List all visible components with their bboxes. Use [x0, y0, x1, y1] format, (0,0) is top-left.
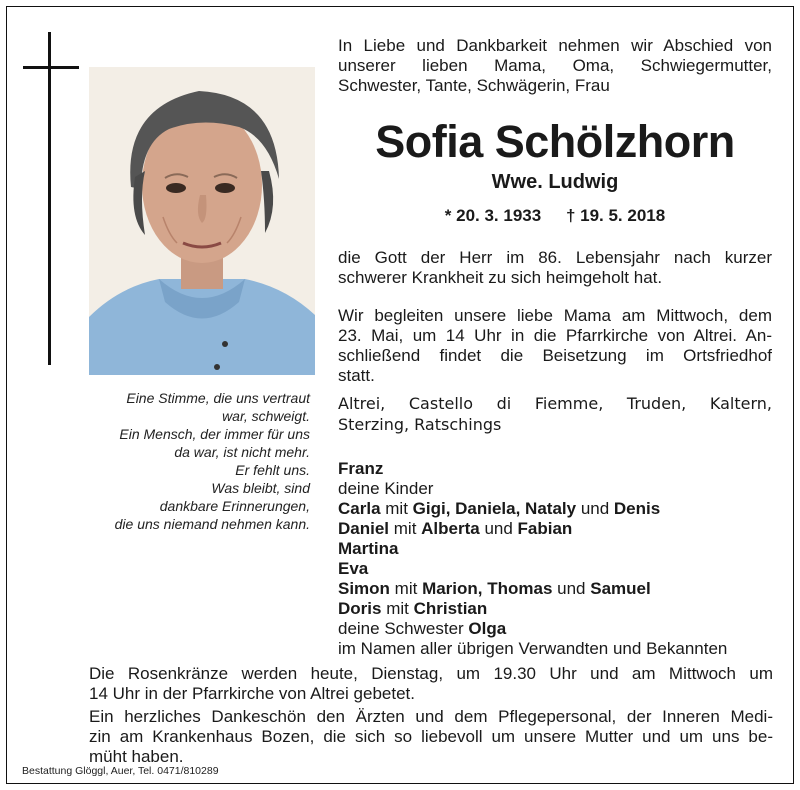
mourners-list: [338, 459, 778, 659]
thanks-notice: [89, 707, 773, 767]
mourner-name: Eva: [338, 559, 369, 578]
mourner-line: [338, 579, 778, 599]
mourner-line: deine Kinder: [338, 479, 434, 498]
thanks-line: Ein herzliches Dankeschön den Ärzten und dem Pflegepersonal, der Inneren Medi-: [89, 707, 773, 726]
mourner-line: [338, 499, 778, 519]
mourner-name: Daniel: [338, 519, 390, 538]
mourner-line: [338, 559, 778, 579]
poem-line: Was bleibt, sind: [211, 480, 310, 496]
memorial-poem: [84, 389, 310, 533]
mourner-line: [338, 539, 778, 559]
poem-line: Eine Stimme, die uns vertraut: [126, 390, 310, 406]
statement-line: schwerer Krankheit zu sich heimgeholt hat.: [338, 268, 663, 287]
mourner-name: Franz: [338, 459, 384, 478]
connector-text: mit: [389, 519, 422, 538]
connector-text: und: [552, 579, 591, 598]
places-list: [338, 393, 772, 435]
deceased-name: Sofia Schölzhorn: [375, 116, 735, 167]
thanks-line: zin am Krankenhaus Bozen, die sich so liebevoll um unsere Mutter und um uns be-: [89, 727, 773, 746]
statement-line: die Gott der Herr im 86. Lebensjahr nach kurzer: [338, 248, 772, 267]
mourner-name: Fabian: [517, 519, 573, 538]
thanks-line: müht haben.: [89, 747, 184, 766]
mourner-name: Gigi, Daniela, Nataly: [412, 499, 577, 518]
mourner-line: [338, 519, 778, 539]
birth-date: * 20. 3. 1933: [444, 206, 542, 225]
mourner-line: [338, 619, 778, 639]
poem-line: Ein Mensch, der immer für uns: [119, 426, 310, 442]
connector-text: mit: [389, 579, 423, 598]
widow-of: Wwe. Ludwig: [491, 171, 619, 193]
mourner-line: [338, 599, 778, 619]
places-line: Altrei, Castello di Fiemme, Truden, Kaltern,: [338, 394, 772, 413]
intro-line: unserer lieben Mama, Oma, Schwiegermutter,: [338, 56, 772, 75]
mourner-line: im Namen aller übrigen Verwandten und Bekannten: [338, 639, 728, 658]
funeral-line: Wir begleiten unsere liebe Mama am Mittwoch, dem: [338, 306, 772, 325]
death-statement: [338, 248, 772, 288]
mourner-name: Samuel: [590, 579, 651, 598]
places-line: Sterzing, Ratschings: [338, 415, 502, 434]
connector-text: und: [576, 499, 614, 518]
intro-line: In Liebe und Dankbarkeit nehmen wir Abschied von: [338, 36, 772, 55]
connector-text: mit: [381, 599, 414, 618]
funeral-details: [338, 306, 772, 386]
funeral-line: schließend findet die Beisetzung im Ortsfriedhof: [338, 346, 772, 365]
mourner-name: Simon: [338, 579, 390, 598]
portrait-photo: [89, 67, 315, 375]
death-date: † 19. 5. 2018: [565, 206, 666, 225]
mourner-name: Alberta: [421, 519, 480, 538]
undertaker-credit: Bestattung Glöggl, Auer, Tel. 0471/810289: [22, 765, 219, 777]
connector-text: mit: [380, 499, 413, 518]
intro-line: Schwester, Tante, Schwägerin, Frau: [338, 76, 610, 95]
poem-line: war, schweigt.: [222, 408, 310, 424]
rosary-line: Die Rosenkränze werden heute, Dienstag, um 19.30 Uhr und am Mittwoch um: [89, 664, 773, 683]
mourner-name: Martina: [338, 539, 399, 558]
mourner-name: Olga: [468, 619, 507, 638]
connector-text: deine Schwester: [338, 619, 469, 638]
rosary-line: 14 Uhr in der Pfarrkirche von Altrei gebetet.: [89, 684, 415, 703]
mourner-name: Marion, Thomas: [422, 579, 553, 598]
connector-text: und: [479, 519, 518, 538]
poem-line: Er fehlt uns.: [235, 462, 310, 478]
funeral-line: statt.: [338, 366, 375, 385]
poem-line: da war, ist nicht mehr.: [174, 444, 310, 460]
funeral-line: 23. Mai, um 14 Uhr in die Pfarrkirche von Altrei. An-: [338, 326, 772, 345]
mourner-name: Carla: [338, 499, 381, 518]
farewell-intro: [338, 36, 772, 96]
mourner-name: Denis: [613, 499, 661, 518]
rosary-notice: [89, 664, 773, 704]
mourner-name: Doris: [338, 599, 382, 618]
poem-line: die uns niemand nehmen kann.: [114, 516, 310, 532]
mourner-name: Christian: [413, 599, 488, 618]
life-dates: [338, 205, 772, 227]
poem-line: dankbare Erinnerungen,: [159, 498, 310, 514]
mourner-line: [338, 459, 778, 479]
